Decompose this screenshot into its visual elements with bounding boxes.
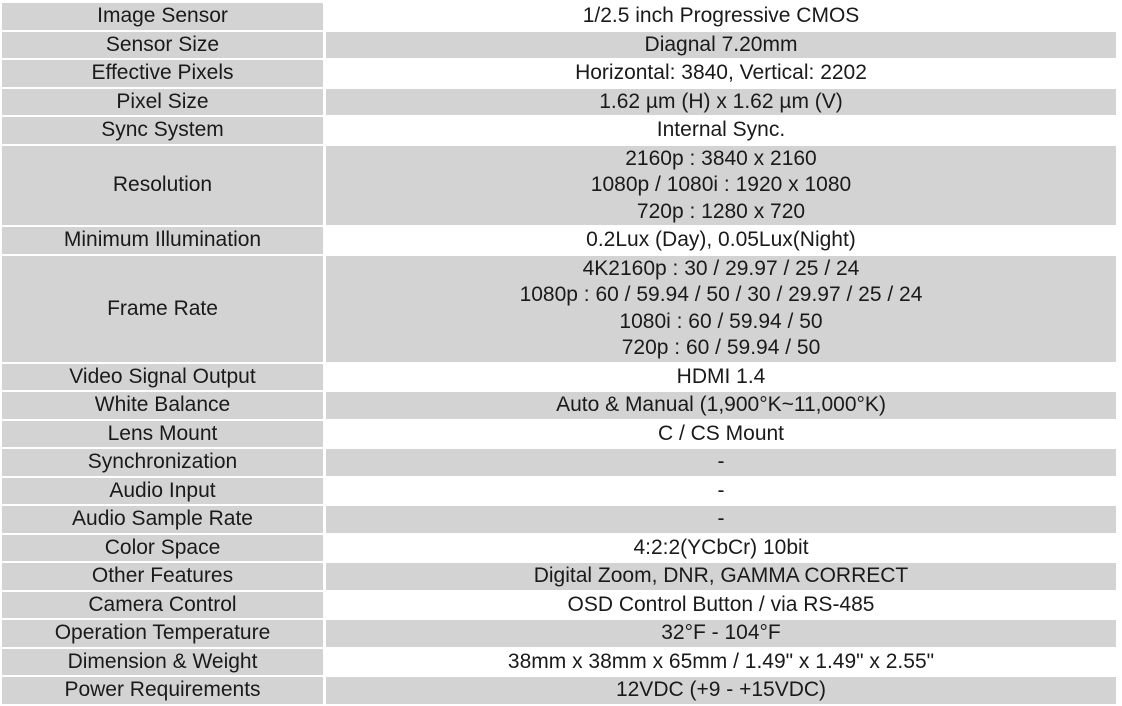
spec-row xyxy=(2,364,1116,393)
spec-value-line: Horizontal: 3840, Vertical: 2202 xyxy=(575,61,867,84)
spec-label: Operation Temperature xyxy=(2,620,326,649)
spec-row xyxy=(2,89,1116,118)
spec-value-line: Internal Sync. xyxy=(656,118,786,141)
spec-value xyxy=(326,364,1116,393)
spec-value xyxy=(326,32,1116,61)
spec-value xyxy=(326,392,1116,421)
spec-label: Lens Mount xyxy=(2,421,326,450)
spec-value xyxy=(326,649,1116,678)
spec-label: Other Features xyxy=(2,563,326,592)
spec-label: Image Sensor xyxy=(2,3,326,32)
spec-row xyxy=(2,478,1116,507)
spec-value-line: 1080p / 1080i : 1920 x 1080 xyxy=(590,173,852,196)
spec-label: Audio Input xyxy=(2,478,326,507)
spec-row xyxy=(2,32,1116,61)
spec-row xyxy=(2,535,1116,564)
spec-value xyxy=(326,449,1116,478)
spec-value-line: Auto & Manual (1,900°K~11,000°K) xyxy=(556,393,886,416)
spec-value xyxy=(326,535,1116,564)
spec-row xyxy=(2,449,1116,478)
spec-value-line: 2160p : 3840 x 2160 xyxy=(625,146,817,170)
spec-value xyxy=(326,89,1116,118)
spec-label: Video Signal Output xyxy=(2,364,326,393)
spec-value-line: 1080p : 60 / 59.94 / 50 / 30 / 29.97 / 25 / 24 xyxy=(519,283,923,306)
spec-row xyxy=(2,146,1116,228)
spec-row xyxy=(2,256,1116,364)
spec-label: Synchronization xyxy=(2,449,326,478)
spec-value-line: - xyxy=(717,450,725,473)
spec-value xyxy=(326,620,1116,649)
spec-label: Pixel Size xyxy=(2,89,326,118)
spec-row xyxy=(2,563,1116,592)
spec-row xyxy=(2,421,1116,450)
spec-row xyxy=(2,677,1116,706)
spec-value-line: - xyxy=(717,478,725,502)
spec-table xyxy=(2,3,1116,706)
spec-label: Resolution xyxy=(2,146,326,228)
spec-value xyxy=(326,117,1116,146)
spec-value xyxy=(326,60,1116,89)
spec-value xyxy=(326,478,1116,507)
spec-row xyxy=(2,506,1116,535)
spec-value xyxy=(326,256,1116,364)
spec-label: Sensor Size xyxy=(2,32,326,61)
spec-label: White Balance xyxy=(2,392,326,421)
spec-row xyxy=(2,649,1116,678)
spec-value-line: 38mm x 38mm x 65mm / 1.49" x 1.49" x 2.55" xyxy=(507,649,935,673)
spec-row xyxy=(2,620,1116,649)
spec-value xyxy=(326,677,1116,706)
spec-row xyxy=(2,117,1116,146)
spec-row xyxy=(2,592,1116,621)
spec-value-line: 4:2:2(YCbCr) 10bit xyxy=(633,535,809,559)
spec-value-line: - xyxy=(717,507,725,530)
spec-row xyxy=(2,60,1116,89)
spec-label: Dimension & Weight xyxy=(2,649,326,678)
spec-value-line: 720p : 60 / 59.94 / 50 xyxy=(621,336,821,359)
spec-value-line: 720p : 1280 x 720 xyxy=(636,199,806,223)
spec-value xyxy=(326,563,1116,592)
spec-row xyxy=(2,392,1116,421)
spec-label: Effective Pixels xyxy=(2,60,326,89)
spec-value-line: 1/2.5 inch Progressive CMOS xyxy=(582,4,860,27)
spec-label: Camera Control xyxy=(2,592,326,621)
spec-value-line: 12VDC (+9 - +15VDC) xyxy=(615,678,827,701)
spec-value xyxy=(326,227,1116,256)
spec-value xyxy=(326,421,1116,450)
spec-value-line: Diagnal 7.20mm xyxy=(644,32,798,56)
spec-row xyxy=(2,3,1116,32)
spec-value-line: 32°F - 104°F xyxy=(661,621,781,644)
spec-label: Sync System xyxy=(2,117,326,146)
spec-label: Color Space xyxy=(2,535,326,564)
spec-table-body xyxy=(2,3,1116,706)
spec-value xyxy=(326,3,1116,32)
spec-value-line: Digital Zoom, DNR, GAMMA CORRECT xyxy=(533,564,909,587)
spec-label: Power Requirements xyxy=(2,677,326,706)
spec-row xyxy=(2,227,1116,256)
spec-value xyxy=(326,506,1116,535)
spec-label: Frame Rate xyxy=(2,256,326,364)
spec-value-line: 1080i : 60 / 59.94 / 50 xyxy=(619,309,823,333)
spec-value xyxy=(326,146,1116,228)
spec-value-line: 0.2Lux (Day), 0.05Lux(Night) xyxy=(586,228,856,251)
spec-value-line: C / CS Mount xyxy=(657,421,785,445)
spec-value xyxy=(326,592,1116,621)
spec-value-line: 4K2160p : 30 / 29.97 / 25 / 24 xyxy=(582,256,860,280)
spec-value-line: HDMI 1.4 xyxy=(676,364,766,388)
spec-label: Audio Sample Rate xyxy=(2,506,326,535)
spec-label: Minimum Illumination xyxy=(2,227,326,256)
spec-value-line: 1.62 µm (H) x 1.62 µm (V) xyxy=(599,89,843,113)
spec-value-line: OSD Control Button / via RS-485 xyxy=(567,592,875,616)
